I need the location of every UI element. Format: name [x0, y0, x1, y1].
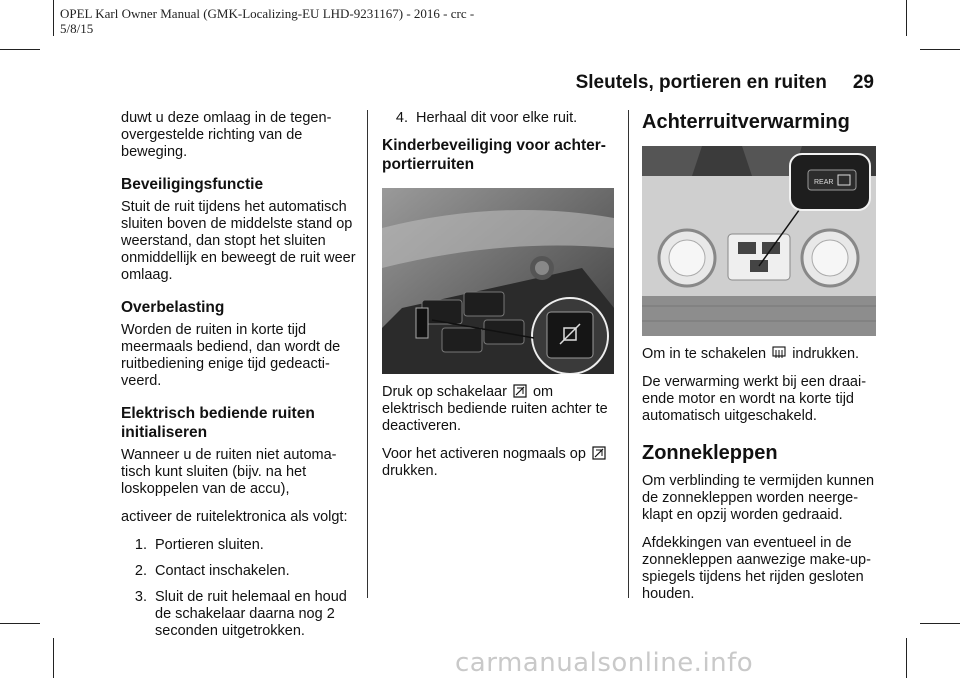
step-text: Sluit de ruit helemaal en houd de schakelaar daarna nog 2 seconden uitgetrokken. [155, 589, 347, 639]
crop-mark [0, 49, 40, 50]
list-item [121, 563, 359, 580]
rear-heater-paragraph-2: De verwarming werkt bij een draai-ende motor en wordt na korte tijd automatisch uitgeschakeld. [642, 374, 867, 424]
step-number: 3. [134, 589, 147, 605]
crop-mark [53, 0, 54, 36]
document-meta: OPEL Karl Owner Manual (GMK-Localizing-EU LHD-9231167) - 2016 - crc - 5/8/15 [60, 6, 475, 36]
step-text: Herhaal dit voor elke ruit. [416, 110, 578, 126]
column-1 [121, 110, 359, 649]
step-number: 4. [395, 110, 408, 126]
heading-rear-heater: Achterruitverwarming [642, 111, 850, 133]
step-text: Portieren sluiten. [155, 537, 264, 553]
section-title: Sleutels, portieren en ruiten [575, 72, 827, 93]
child-lock-text-a: Druk op schakelaar [382, 384, 507, 400]
init-paragraph-1: Wanneer u de ruiten niet automa-tisch kunt sluiten (bijv. na het loskoppelen van de accu), [121, 447, 337, 497]
console-photo [642, 146, 876, 336]
rear-heater-paragraph-1 [642, 346, 878, 363]
running-head [576, 72, 874, 94]
crop-mark [920, 49, 960, 50]
heading-sun-visors: Zonnekleppen [642, 442, 778, 464]
rear-text-b: indrukken. [792, 346, 860, 362]
child-lock-text-d: drukken. [382, 463, 438, 479]
list-item [382, 110, 616, 127]
sun-visors-paragraph-2: Afdekkingen van eventueel in de zonnekleppen aanwezige make-up-spiegels tijdens het rijden gesloten houden. [642, 535, 871, 602]
child-lock-icon [592, 446, 606, 460]
steps-list-continued [382, 110, 616, 127]
child-lock-icon [513, 384, 527, 398]
overload-paragraph: Worden de ruiten in korte tijd meermaals bediend, dan wordt de ruitbediening enige tijd gedeacti-veerd. [121, 322, 341, 389]
door-switch-photo [382, 188, 614, 374]
heading-init: Elektrisch bediende ruiten initialiseren [121, 405, 315, 441]
child-lock-text-c: Voor het activeren nogmaals op [382, 446, 586, 462]
watermark: carmanualsonline.info [455, 648, 754, 678]
rear-text-a: Om in te schakelen [642, 346, 767, 362]
page-number: 29 [852, 72, 874, 93]
column-divider [628, 110, 629, 598]
steps-list [121, 537, 359, 640]
heading-child-lock: Kinderbeveiliging voor achter-portierruiten [382, 137, 606, 173]
list-item [121, 537, 359, 554]
rear-button-label: REAR [814, 179, 834, 186]
crop-mark [0, 623, 40, 624]
child-lock-paragraph-1 [382, 384, 616, 435]
sun-visors-paragraph-1: Om verblinding te vermijden kunnen de zonnekleppen worden neerge-klapt en opzij worden gedraaid. [642, 473, 875, 523]
rear-window-heater-icon [772, 346, 786, 360]
safety-paragraph: Stuit de ruit tijdens het automatisch sluiten boven de middelste stand op weerstand, dan stopt het sluiten onmiddellijk en beweegt de ruit weer omlaag. [121, 199, 356, 283]
heading-overload: Overbelasting [121, 299, 225, 316]
door-switch-illustration [382, 188, 614, 374]
column-3 [642, 110, 878, 614]
child-lock-paragraph-2 [382, 446, 616, 480]
child-lock-text-b: om elektrisch bediende ruiten achter te deactiveren. [382, 384, 608, 434]
console-illustration [642, 146, 876, 336]
crop-mark [53, 638, 54, 678]
column-divider [367, 110, 368, 598]
step-text: Contact inschakelen. [155, 563, 290, 579]
intro-paragraph: duwt u deze omlaag in de tegen-overgestelde richting van de beweging. [121, 110, 332, 160]
step-number: 1. [134, 537, 147, 553]
crop-mark [920, 623, 960, 624]
crop-mark [906, 0, 907, 36]
crop-mark [906, 638, 907, 678]
init-paragraph-2: activeer de ruitelektronica als volgt: [121, 509, 348, 525]
step-number: 2. [134, 563, 147, 579]
column-2 [382, 110, 616, 491]
heading-safety: Beveiligingsfunctie [121, 176, 264, 193]
list-item [121, 589, 359, 640]
